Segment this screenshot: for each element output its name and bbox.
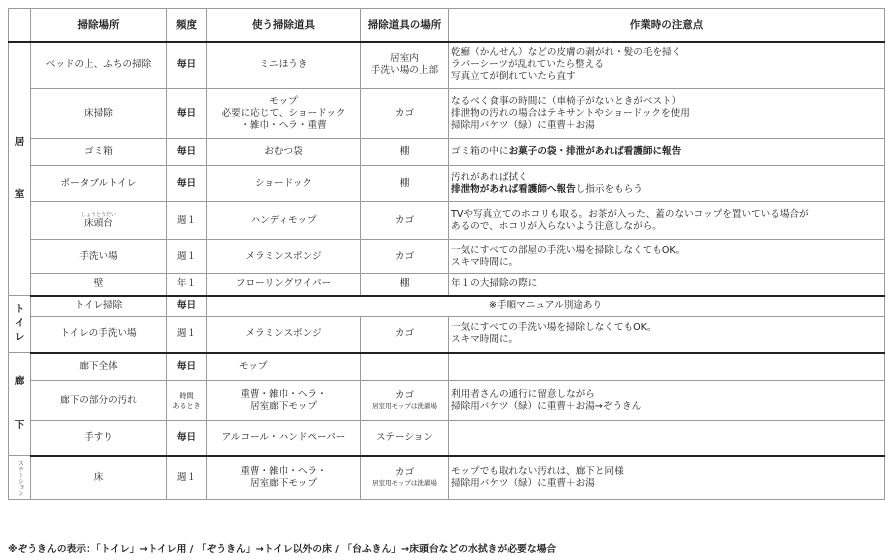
tool-location-cell: カゴ 居室用モップは洗濯場 bbox=[361, 381, 449, 421]
tool-cell: アルコール・ハンドペーパー bbox=[207, 421, 361, 456]
table-row bbox=[9, 353, 885, 381]
place-cell: トイレ掃除 bbox=[31, 296, 167, 317]
frequency-cell: 週１ bbox=[167, 240, 207, 274]
footer-note: ※ぞうきんの表示：「トイレ」→トイレ用 / 「ぞうきん」→トイレ以外の床 / 「台ふきん」→床頭台などの水拭きが必要な場合 bbox=[8, 544, 557, 555]
tool-cell: モップ 必要に応じて、ショードック ・雑巾・ヘラ・重曹 bbox=[207, 89, 361, 139]
tool-location-cell: カゴ 居室用モップは洗濯場 bbox=[361, 456, 449, 500]
table-row bbox=[9, 296, 885, 317]
frequency-cell: 毎日 bbox=[167, 139, 207, 166]
tool-location-cell: カゴ bbox=[361, 240, 449, 274]
tool-cell: 重曹・雑巾・ヘラ・ 居室廊下モップ bbox=[207, 456, 361, 500]
table-row bbox=[9, 421, 885, 456]
notes-cell: 汚れがあれば拭く 排泄物があれば看護師へ報告し指示をもらう bbox=[449, 166, 885, 202]
notes-cell: ゴミ箱の中にお菓子の袋・排泄があれば看護師に報告 bbox=[449, 139, 885, 166]
tool-location-cell: ステーション bbox=[361, 421, 449, 456]
tool-location-cell: 居室内 手洗い場の上部 bbox=[361, 42, 449, 89]
place-cell: 床 bbox=[31, 456, 167, 500]
tool-cell: おむつ袋 bbox=[207, 139, 361, 166]
table-row bbox=[9, 240, 885, 274]
tool-cell: ミニほうき bbox=[207, 42, 361, 89]
notes-cell: 一気にすべての部屋の手洗い場を掃除しなくてもOK。 スキマ時間に。 bbox=[449, 240, 885, 274]
area-hallway bbox=[9, 353, 31, 456]
frequency-cell: 週１ bbox=[167, 317, 207, 353]
place-cell: ポータブルトイレ bbox=[31, 166, 167, 202]
notes-cell: なるべく食事の時間に（車椅子がないときがベスト） 排泄物の汚れの場合はテキサントやショードックを使用 掃除用バケツ（緑）に重曹＋お湯 bbox=[449, 89, 885, 139]
table-row bbox=[9, 274, 885, 296]
area-station bbox=[9, 456, 31, 500]
area-hallway-char: 廊 bbox=[14, 376, 25, 387]
tool-location-cell: カゴ bbox=[361, 89, 449, 139]
notes-cell: 乾癬（かんせん）などの皮膚の剥がれ・髪の毛を掃く ラバーシーツが乱れていたら整える 写真立てが倒れていたら直す bbox=[449, 42, 885, 89]
area-hallway-char: 下 bbox=[14, 420, 25, 431]
frequency-cell: 週１ bbox=[167, 202, 207, 240]
frequency-cell: 毎日 bbox=[167, 421, 207, 456]
tool-location-cell bbox=[361, 353, 449, 381]
place-cell: ベッドの上、ふちの掃除 bbox=[31, 42, 167, 89]
table-row bbox=[9, 202, 885, 240]
notes-cell: 年１の大掃除の際に bbox=[449, 274, 885, 296]
area-toilet-char: イ bbox=[14, 318, 25, 329]
tool-cell: メラミンスポンジ bbox=[207, 240, 361, 274]
frequency-cell: 年１ bbox=[167, 274, 207, 296]
place-cell: 廊下全体 bbox=[31, 353, 167, 381]
frequency-cell: 週１ bbox=[167, 456, 207, 500]
table-row bbox=[9, 166, 885, 202]
area-room bbox=[9, 42, 31, 296]
notes-cell: TVや写真立てのホコリも取る。お茶が入った、蓋のないコップを置いている場合が あるので、ホコリが入らないよう注意しながら。 bbox=[449, 202, 885, 240]
tool-location-cell: 棚 bbox=[361, 166, 449, 202]
header-row bbox=[9, 9, 885, 42]
tool-cell: ショードック bbox=[207, 166, 361, 202]
tool-cell: モップ bbox=[207, 353, 361, 381]
cleaning-table bbox=[8, 8, 885, 500]
table-row bbox=[9, 381, 885, 421]
frequency-cell: 時間 あるとき bbox=[167, 381, 207, 421]
table-row bbox=[9, 139, 885, 166]
tool-cell: フローリングワイパー bbox=[207, 274, 361, 296]
header-place: 掃除場所 bbox=[31, 9, 167, 42]
frequency-cell: 毎日 bbox=[167, 296, 207, 317]
place-cell: 廊下の部分の汚れ bbox=[31, 381, 167, 421]
tool-cell: ハンディモップ bbox=[207, 202, 361, 240]
area-toilet-char: レ bbox=[14, 332, 25, 343]
place-cell: 手すり bbox=[31, 421, 167, 456]
notes-cell: モップでも取れない汚れは、廊下と同様 掃除用バケツ（緑）に重曹＋お湯 bbox=[449, 456, 885, 500]
notes-cell bbox=[449, 421, 885, 456]
tool-cell: メラミンスポンジ bbox=[207, 317, 361, 353]
area-room-char: 居 bbox=[14, 136, 25, 148]
table-row bbox=[9, 89, 885, 139]
area-station-label: ステーション bbox=[16, 459, 24, 496]
table-row bbox=[9, 456, 885, 500]
tool-location-cell: カゴ bbox=[361, 202, 449, 240]
header-frequency: 頻度 bbox=[167, 9, 207, 42]
header-tool-location: 掃除道具の場所 bbox=[361, 9, 449, 42]
place-cell: 床掃除 bbox=[31, 89, 167, 139]
tool-location-cell: 棚 bbox=[361, 139, 449, 166]
frequency-cell: 毎日 bbox=[167, 89, 207, 139]
header-notes: 作業時の注意点 bbox=[449, 9, 885, 42]
place-cell: しょうとうだい 床頭台 bbox=[31, 202, 167, 240]
area-room-char: 室 bbox=[14, 188, 25, 200]
area-toilet bbox=[9, 296, 31, 353]
tool-location-cell: 棚 bbox=[361, 274, 449, 296]
place-cell: 壁 bbox=[31, 274, 167, 296]
place-cell: トイレの手洗い場 bbox=[31, 317, 167, 353]
notes-cell: 利用者さんの通行に留意しながら 掃除用バケツ（緑）に重曹＋お湯→ぞうきん bbox=[449, 381, 885, 421]
frequency-cell: 毎日 bbox=[167, 42, 207, 89]
tool-location-cell: カゴ bbox=[361, 317, 449, 353]
notes-cell bbox=[449, 353, 885, 381]
tool-cell: 重曹・雑巾・ヘラ・ 居室廊下モップ bbox=[207, 381, 361, 421]
table-row bbox=[9, 42, 885, 89]
manual-note-cell: ※手順マニュアル別途あり bbox=[207, 296, 885, 317]
notes-cell: 一気にすべての手洗い場を掃除しなくてもOK。 スキマ時間に。 bbox=[449, 317, 885, 353]
header-tool: 使う掃除道具 bbox=[207, 9, 361, 42]
table-row bbox=[9, 317, 885, 353]
place-cell: 手洗い場 bbox=[31, 240, 167, 274]
area-toilet-char: ト bbox=[14, 304, 25, 315]
frequency-cell: 毎日 bbox=[167, 166, 207, 202]
frequency-cell: 毎日 bbox=[167, 353, 207, 381]
place-cell: ゴミ箱 bbox=[31, 139, 167, 166]
header-area bbox=[9, 9, 31, 42]
